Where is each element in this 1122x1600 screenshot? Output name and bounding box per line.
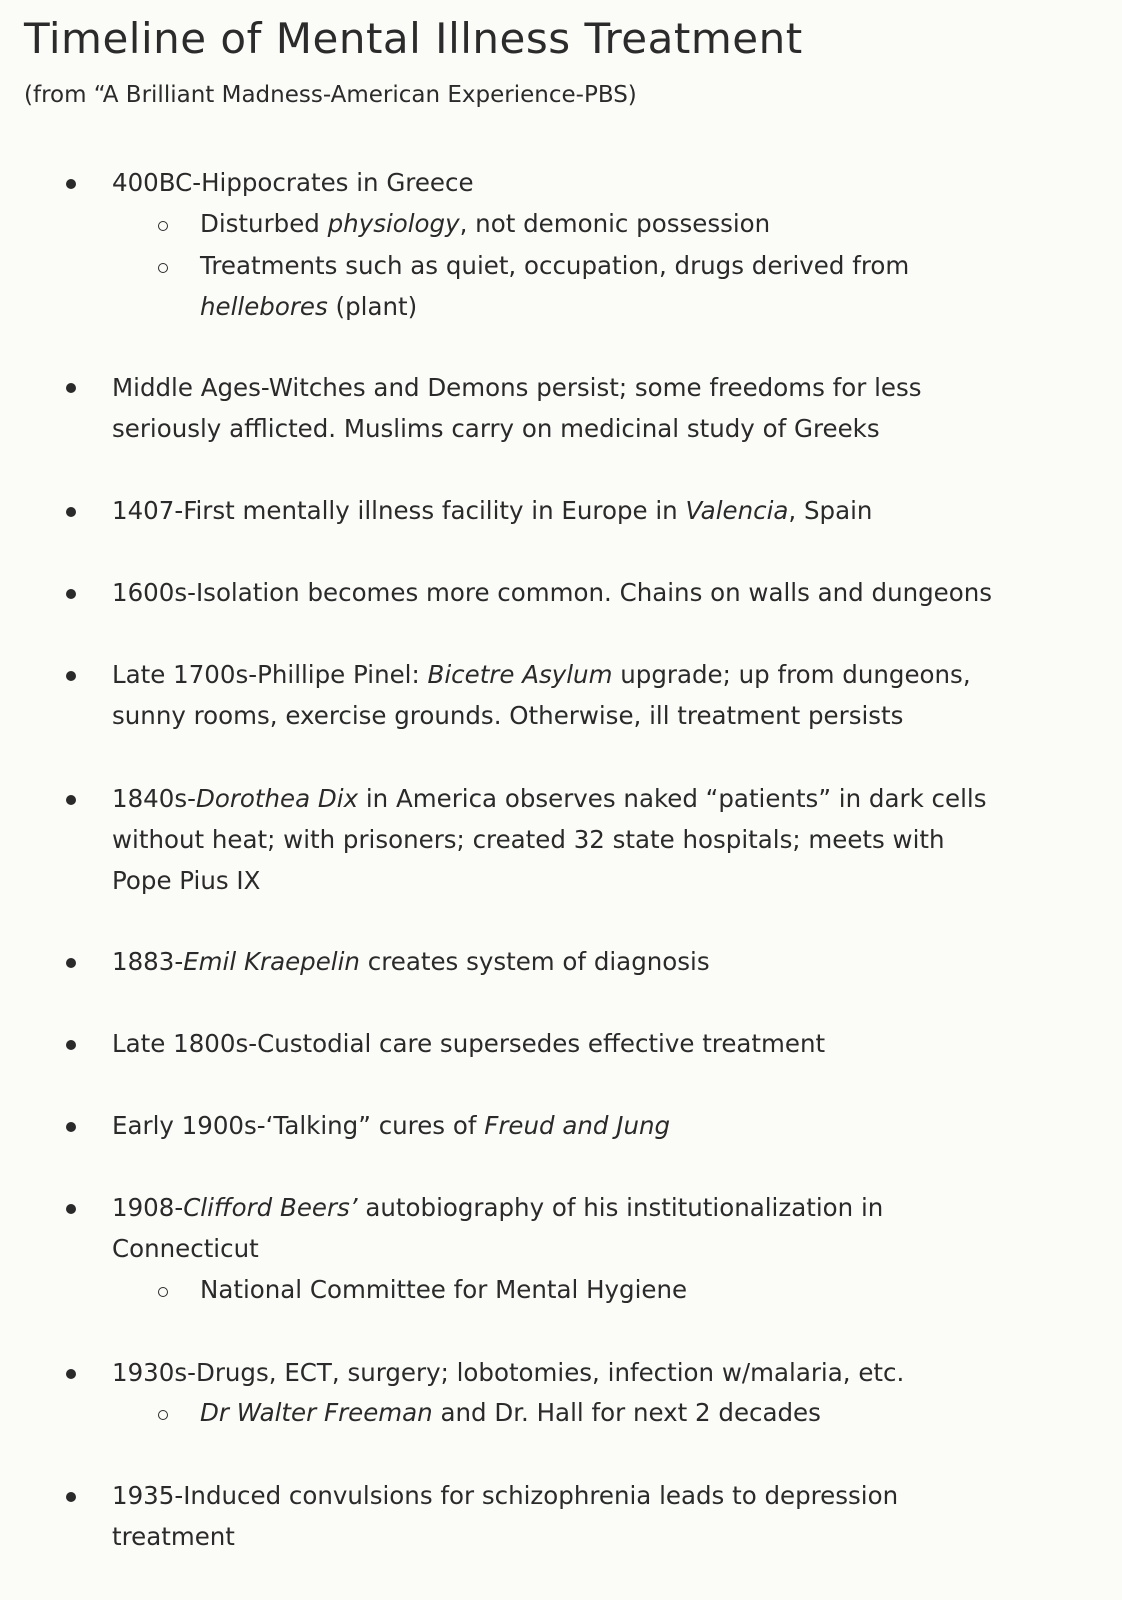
bullet <box>66 507 76 517</box>
sub-item-national-committee: National Committee for Mental Hygiene <box>200 1275 688 1304</box>
timeline-item-late-1700s: Late 1700s-Phillipe Pinel: Bicetre Asylum upgrade; up from dungeons, sunny rooms, exercise grounds. Otherwise, ill treatment persists <box>112 660 971 730</box>
timeline-item-late-1800s: Late 1800s-Custodial care supersedes effective treatment <box>112 1029 826 1058</box>
timeline-item-1930s: 1930s-Drugs, ECT, surgery; lobotomies, infection w/malaria, etc. <box>112 1358 905 1387</box>
timeline-item-middle-ages: Middle Ages-Witches and Demons persist; some freedoms for less seriously afflicted. Muslims carry on medicinal study of Greeks <box>112 373 922 443</box>
sub-item-physiology: Disturbed physiology, not demonic possession <box>200 209 771 238</box>
bullet <box>66 383 76 393</box>
sub-bullet <box>158 221 168 231</box>
timeline-item-1908: 1908-Clifford Beers’ autobiography of his institutionalization in Connecticut <box>112 1193 884 1263</box>
bullet <box>66 1040 76 1050</box>
timeline-item-1840s: 1840s-Dorothea Dix in America observes naked “patients” in dark cells without heat; with prisoners; created 32 state hospitals; meets with Pope Pius IX <box>112 784 987 895</box>
bullet <box>66 795 76 805</box>
bullet <box>66 1204 76 1214</box>
timeline-item-1600s: 1600s-Isolation becomes more common. Chains on walls and dungeons <box>112 578 993 607</box>
sub-bullet <box>158 263 168 273</box>
bullet <box>66 1492 76 1502</box>
bullet <box>66 1369 76 1379</box>
timeline-item-1935: 1935-Induced convulsions for schizophrenia leads to depression treatment <box>112 1481 899 1551</box>
bullet <box>66 1122 76 1132</box>
sub-item-walter-freeman: Dr Walter Freeman and Dr. Hall for next 2 decades <box>200 1398 821 1427</box>
page-title: Timeline of Mental Illness Treatment <box>24 14 803 63</box>
bullet <box>66 958 76 968</box>
sub-item-treatments: Treatments such as quiet, occupation, drugs derived from hellebores (plant) <box>200 251 910 321</box>
source-note: (from “A Brilliant Madness-American Experience-PBS) <box>24 82 637 108</box>
bullet <box>66 671 76 681</box>
timeline-item-1883: 1883-Emil Kraepelin creates system of diagnosis <box>112 947 710 976</box>
timeline-item-1407: 1407-First mentally illness facility in Europe in Valencia, Spain <box>112 496 873 525</box>
bullet <box>66 589 76 599</box>
timeline-item-400bc: 400BC-Hippocrates in Greece <box>112 168 474 197</box>
timeline-item-early-1900s: Early 1900s-‘Talking” cures of Freud and Jung <box>112 1111 671 1140</box>
sub-bullet <box>158 1410 168 1420</box>
bullet <box>66 179 76 189</box>
sub-bullet <box>158 1287 168 1297</box>
